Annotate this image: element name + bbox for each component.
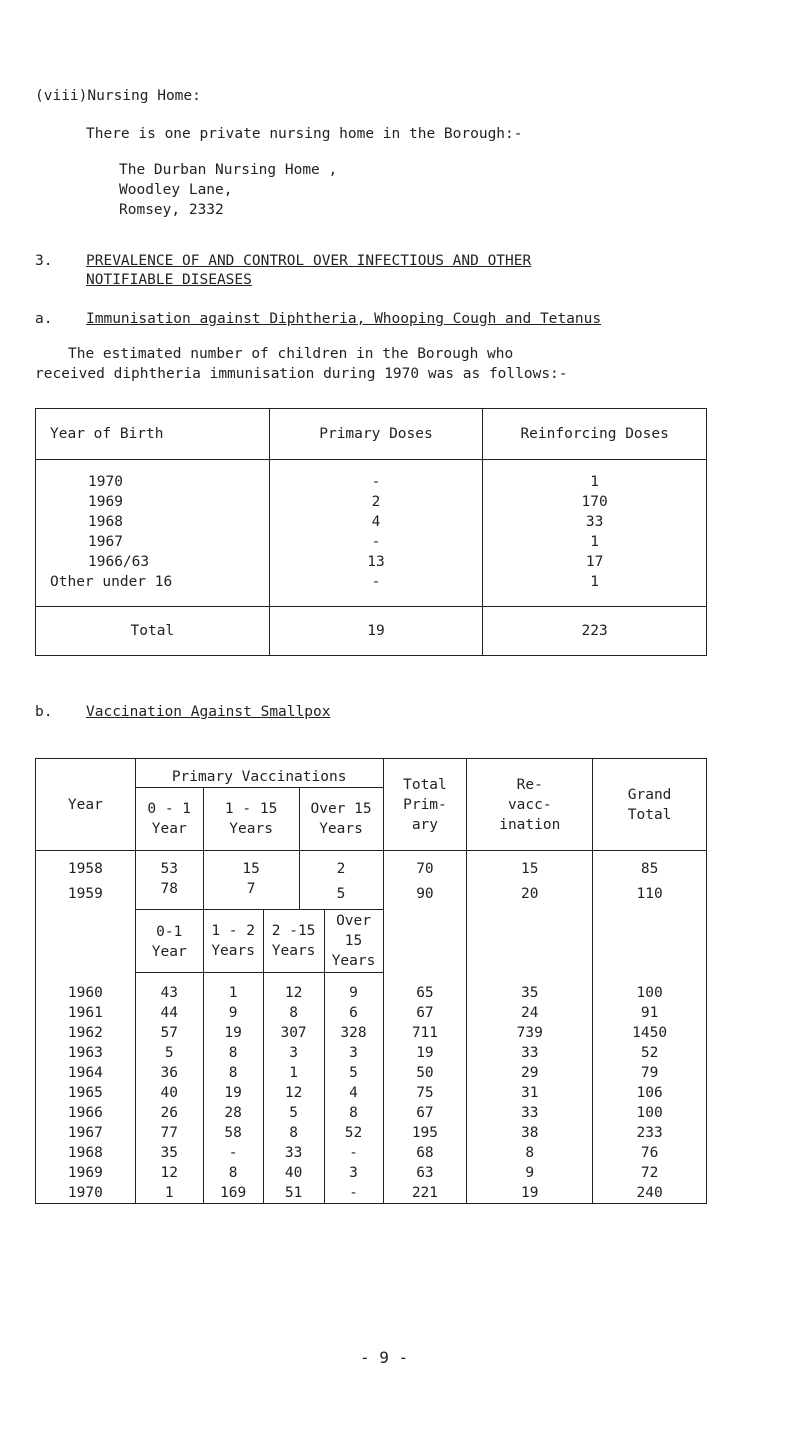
cell-total: 711	[383, 1023, 467, 1043]
cell-0-1: 43	[135, 983, 203, 1003]
cell-grand: 100	[593, 983, 707, 1003]
cell-0-1: 53	[135, 851, 203, 880]
cell-over-15: 3	[324, 1163, 383, 1183]
cell-empty	[467, 973, 593, 983]
cell-over-15: 52	[324, 1123, 383, 1143]
cell-2-15: 5	[263, 1103, 324, 1123]
cell-over-15: 4	[324, 1083, 383, 1103]
cell-grand: 110	[593, 879, 707, 910]
reinforcing-cell: 33	[483, 512, 707, 532]
cell-grand: 1450	[593, 1023, 707, 1043]
cell-2-15: 40	[263, 1163, 324, 1183]
cell-empty	[593, 910, 707, 973]
header-revacc-l3: ination	[499, 816, 561, 833]
total-label: Total	[36, 607, 270, 656]
cell-grand: 72	[593, 1163, 707, 1183]
header-grand-total	[593, 759, 707, 851]
subheader-row-new	[36, 910, 707, 973]
cell-revacc: 38	[467, 1123, 593, 1143]
year-cell: 1961	[36, 1003, 136, 1023]
cell-1-2: 19	[203, 1083, 263, 1103]
cell-1-15: 15	[203, 851, 299, 880]
table-row	[36, 983, 707, 1003]
table-row	[36, 1043, 707, 1063]
year-cell: Other under 16	[36, 572, 270, 607]
cell-0-1: 77	[135, 1123, 203, 1143]
cell-over-15: 3	[324, 1043, 383, 1063]
table-row	[36, 1023, 707, 1043]
cell-over-15: 2	[299, 851, 383, 880]
cell-revacc: 31	[467, 1083, 593, 1103]
cell-total: 70	[383, 851, 467, 880]
year-cell	[36, 512, 270, 532]
cell-1-15: 7	[203, 879, 299, 910]
subheader-new-2-15	[263, 910, 324, 973]
section-3-title-line-2: NOTIFIABLE DISEASES	[86, 272, 252, 288]
table-row	[36, 1143, 707, 1163]
cell-revacc: 35	[467, 983, 593, 1003]
cell-1-2: 58	[203, 1123, 263, 1143]
cell-total: 63	[383, 1163, 467, 1183]
header-grand-total-l2: Total	[627, 806, 672, 823]
cell-1-2: 8	[203, 1043, 263, 1063]
header-primary-doses: Primary Doses	[269, 409, 483, 460]
cell-over-15: 6	[324, 1003, 383, 1023]
cell-revacc: 24	[467, 1003, 593, 1023]
subheader-over-15-years	[299, 788, 383, 851]
diphtheria-immunisation-table	[35, 408, 707, 656]
nursing-home-intro: There is one private nursing home in the Borough:-	[86, 126, 523, 142]
cell-total: 65	[383, 983, 467, 1003]
year-cell: 1959	[36, 879, 136, 910]
new-rows	[36, 983, 707, 1204]
cell-1-2: 8	[203, 1163, 263, 1183]
section-label-a: a.	[35, 311, 53, 327]
subheader-new-0-1-l2: Year	[151, 944, 187, 960]
subheader-new-1-2-l1: 1 - 2	[211, 923, 255, 939]
table-total-row	[36, 607, 707, 656]
cell-grand: 240	[593, 1183, 707, 1204]
cell-0-1: 40	[135, 1083, 203, 1103]
cell-2-15: 12	[263, 1083, 324, 1103]
subheader-1-15-l1: 1 - 15	[224, 801, 278, 817]
smallpox-vaccination-table	[35, 758, 707, 1204]
cell-empty	[324, 973, 383, 983]
reinforcing-cell: 170	[483, 492, 707, 512]
subheader-1-15-years	[203, 788, 299, 851]
cell-1-2: 1	[203, 983, 263, 1003]
primary-cell: 13	[269, 552, 483, 572]
reinforcing-cell: 1	[483, 532, 707, 552]
table-row	[36, 1003, 707, 1023]
table-row	[36, 460, 707, 493]
cell-0-1: 36	[135, 1063, 203, 1083]
cell-over-15: 5	[324, 1063, 383, 1083]
subheader-new-2-15-l1: 2 -15	[271, 923, 316, 939]
year-cell	[36, 460, 270, 493]
cell-total: 221	[383, 1183, 467, 1204]
cell-total: 19	[383, 1043, 467, 1063]
cell-empty	[383, 910, 467, 973]
cell-total: 90	[383, 879, 467, 910]
primary-cell: 2	[269, 492, 483, 512]
header-revacc-l2: vacc-	[507, 796, 552, 813]
year-value: 1967	[88, 534, 123, 550]
cell-over-15: 328	[324, 1023, 383, 1043]
cell-grand: 76	[593, 1143, 707, 1163]
table-row	[36, 1083, 707, 1103]
cell-revacc: 19	[467, 1183, 593, 1204]
year-cell: 1965	[36, 1083, 136, 1103]
cell-0-1: 5	[135, 1043, 203, 1063]
subheader-new-0-1	[135, 910, 203, 973]
subheader-over-15-l1: Over 15	[310, 801, 372, 817]
cell-2-15: 8	[263, 1003, 324, 1023]
section-heading-nursing-home: (viii)Nursing Home:	[35, 88, 201, 104]
cell-revacc: 15	[467, 851, 593, 880]
header-row-1	[36, 759, 707, 788]
header-primary-vaccinations: Primary Vaccinations	[135, 759, 383, 788]
cell-0-1: 78	[135, 879, 203, 910]
cell-revacc: 33	[467, 1043, 593, 1063]
cell-1-2: -	[203, 1143, 263, 1163]
year-value: 1969	[88, 494, 123, 510]
section-a-title: Immunisation against Diphtheria, Whooping Cough and Tetanus	[86, 311, 602, 327]
address-line-3: Romsey, 2332	[119, 202, 224, 218]
header-total-primary-l1: Total	[403, 776, 447, 793]
cell-1-2: 9	[203, 1003, 263, 1023]
table-row	[36, 552, 707, 572]
cell-over-15: 5	[299, 879, 383, 910]
cell-over-15: -	[324, 1183, 383, 1204]
cell-1-2: 169	[203, 1183, 263, 1204]
section-a-text-line-2: received diphtheria immunisation during 1970 was as follows:-	[35, 366, 568, 382]
reinforcing-cell: 1	[483, 460, 707, 493]
section-number-3: 3.	[35, 253, 53, 269]
table-row	[36, 512, 707, 532]
cell-1-2: 28	[203, 1103, 263, 1123]
address-line-2: Woodley Lane,	[119, 182, 233, 198]
reinforcing-cell: 1	[483, 572, 707, 607]
cell-0-1: 26	[135, 1103, 203, 1123]
year-cell: 1966	[36, 1103, 136, 1123]
subheader-new-2-15-l2: Years	[271, 943, 316, 959]
cell-empty	[263, 973, 324, 983]
cell-over-15: 8	[324, 1103, 383, 1123]
cell-empty	[467, 910, 593, 973]
year-cell: 1968	[36, 1143, 136, 1163]
table-row	[36, 851, 707, 880]
cell-total: 68	[383, 1143, 467, 1163]
cell-0-1: 57	[135, 1023, 203, 1043]
subheader-0-1-l1: 0 - 1	[147, 801, 192, 817]
cell-2-15: 8	[263, 1123, 324, 1143]
cell-2-15: 1	[263, 1063, 324, 1083]
cell-2-15: 3	[263, 1043, 324, 1063]
header-revaccination	[467, 759, 593, 851]
year-value: 1968	[88, 514, 123, 530]
cell-empty	[383, 973, 467, 983]
cell-revacc: 29	[467, 1063, 593, 1083]
cell-0-1: 35	[135, 1143, 203, 1163]
table-row	[36, 1183, 707, 1204]
spacer-row	[36, 973, 707, 983]
subheader-new-over-15	[324, 910, 383, 973]
header-year: Year	[36, 759, 136, 851]
cell-grand: 106	[593, 1083, 707, 1103]
year-cell-empty	[36, 910, 136, 973]
cell-total: 67	[383, 1003, 467, 1023]
cell-1-2: 19	[203, 1023, 263, 1043]
table-row	[36, 1063, 707, 1083]
cell-grand: 79	[593, 1063, 707, 1083]
primary-cell: -	[269, 572, 483, 607]
total-reinforcing: 223	[483, 607, 707, 656]
subheader-over-15-l2: Years	[319, 821, 363, 837]
table-row	[36, 1163, 707, 1183]
table-row	[36, 492, 707, 512]
cell-1-2: 8	[203, 1063, 263, 1083]
subheader-new-1-2	[203, 910, 263, 973]
header-reinforcing-doses: Reinforcing Doses	[483, 409, 707, 460]
cell-revacc: 8	[467, 1143, 593, 1163]
primary-cell: 4	[269, 512, 483, 532]
section-a-text-line-1: The estimated number of children in the Borough who	[68, 346, 514, 362]
cell-0-1: 44	[135, 1003, 203, 1023]
header-total-primary	[383, 759, 467, 851]
year-cell: 1970	[36, 1183, 136, 1204]
address-line-1: The Durban Nursing Home ,	[119, 162, 338, 178]
year-cell: 1964	[36, 1063, 136, 1083]
cell-0-1: 1	[135, 1183, 203, 1204]
year-cell	[36, 552, 270, 572]
cell-total: 67	[383, 1103, 467, 1123]
header-total-primary-l2: Prim-	[403, 796, 447, 813]
cell-grand: 52	[593, 1043, 707, 1063]
cell-empty	[135, 973, 203, 983]
cell-2-15: 307	[263, 1023, 324, 1043]
section-b-title: Vaccination Against Smallpox	[86, 704, 331, 720]
cell-revacc: 9	[467, 1163, 593, 1183]
section-3-title-line-1: PREVALENCE OF AND CONTROL OVER INFECTIOUS AND OTHER	[86, 253, 532, 269]
cell-empty	[593, 973, 707, 983]
cell-grand: 100	[593, 1103, 707, 1123]
year-value: 1966/63	[88, 554, 150, 570]
year-cell: 1962	[36, 1023, 136, 1043]
cell-total: 195	[383, 1123, 467, 1143]
cell-revacc: 20	[467, 879, 593, 910]
subheader-new-over-15-l2: Years	[331, 953, 376, 969]
cell-grand: 85	[593, 851, 707, 880]
table-header-row	[36, 409, 707, 460]
year-cell: 1967	[36, 1123, 136, 1143]
total-primary: 19	[269, 607, 483, 656]
primary-cell: -	[269, 460, 483, 493]
year-cell	[36, 492, 270, 512]
cell-2-15: 33	[263, 1143, 324, 1163]
cell-empty	[36, 973, 136, 983]
header-total-primary-l3: ary	[411, 816, 439, 833]
year-cell	[36, 532, 270, 552]
year-cell: 1969	[36, 1163, 136, 1183]
subheader-new-over-15-l1: Over 15	[336, 913, 371, 949]
cell-grand: 91	[593, 1003, 707, 1023]
reinforcing-cell: 17	[483, 552, 707, 572]
table-row	[36, 572, 707, 607]
year-value: 1970	[88, 474, 123, 490]
cell-over-15: -	[324, 1143, 383, 1163]
subheader-0-1-year	[135, 788, 203, 851]
year-cell: 1958	[36, 851, 136, 880]
section-label-b: b.	[35, 704, 53, 720]
cell-grand: 233	[593, 1123, 707, 1143]
cell-empty	[203, 973, 263, 983]
cell-revacc: 739	[467, 1023, 593, 1043]
cell-2-15: 51	[263, 1183, 324, 1204]
page-number: - 9 -	[360, 1348, 409, 1367]
subheader-0-1-l2: Year	[151, 821, 187, 837]
header-grand-total-l1: Grand	[627, 786, 672, 803]
primary-cell: -	[269, 532, 483, 552]
header-year-of-birth: Year of Birth	[36, 409, 270, 460]
subheader-new-1-2-l2: Years	[211, 943, 255, 959]
cell-total: 75	[383, 1083, 467, 1103]
subheader-1-15-l2: Years	[229, 821, 273, 837]
subheader-new-0-1-l1: 0-1	[156, 924, 183, 940]
table-row	[36, 532, 707, 552]
cell-revacc: 33	[467, 1103, 593, 1123]
cell-2-15: 12	[263, 983, 324, 1003]
year-cell: 1963	[36, 1043, 136, 1063]
table-row	[36, 1123, 707, 1143]
cell-0-1: 12	[135, 1163, 203, 1183]
cell-total: 50	[383, 1063, 467, 1083]
cell-over-15: 9	[324, 983, 383, 1003]
table-row	[36, 879, 707, 910]
header-revacc-l1: Re-	[516, 776, 543, 793]
year-cell: 1960	[36, 983, 136, 1003]
table-row	[36, 1103, 707, 1123]
